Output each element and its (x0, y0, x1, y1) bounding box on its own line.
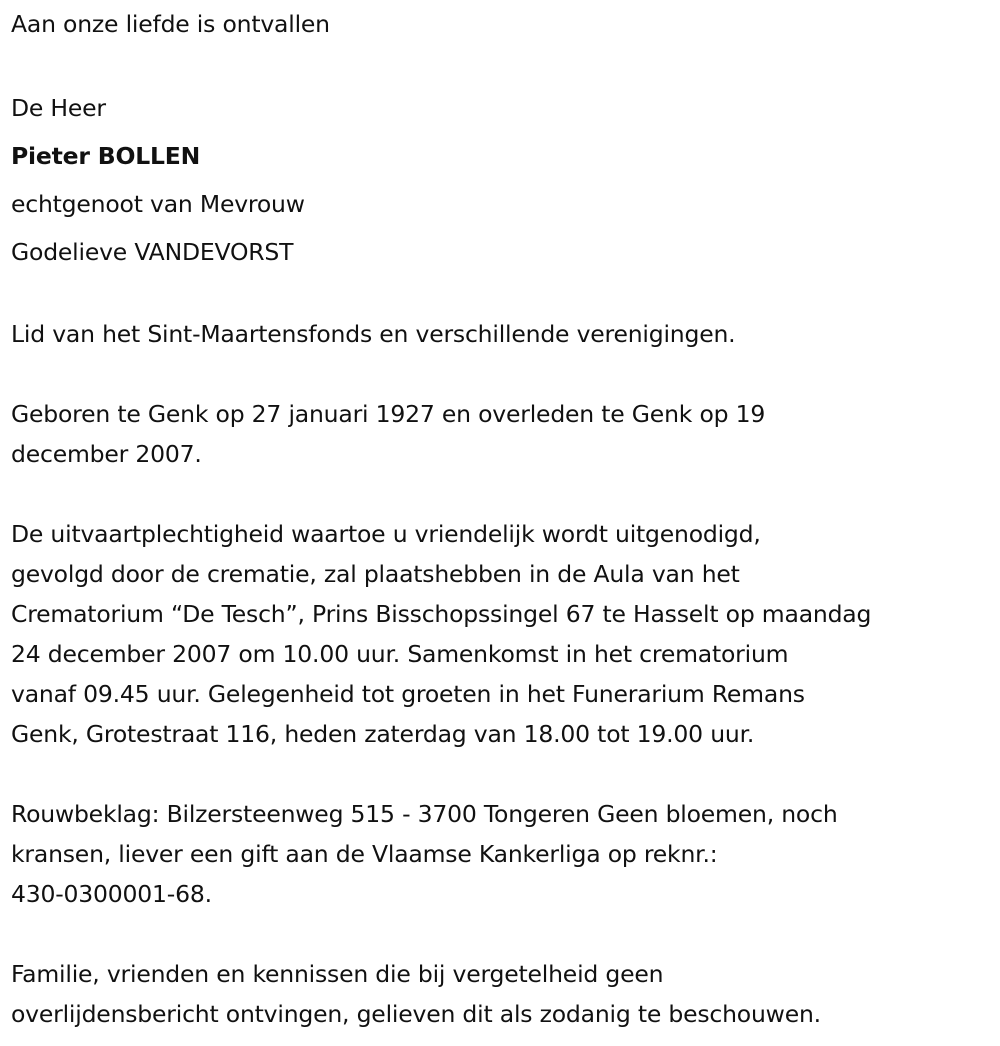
deceased-title: De Heer (11, 94, 106, 122)
heading: Aan onze liefde is ontvallen (11, 10, 330, 38)
paragraph-line: Genk, Grotestraat 116, heden zaterdag van 18.00 tot 19.00 uur. (11, 720, 755, 748)
spouse-name: Godelieve VANDEVORST (11, 238, 294, 266)
paragraph-line: 24 december 2007 om 10.00 uur. Samenkomst in het crematorium (11, 640, 789, 668)
paragraph-line: overlijdensbericht ontvingen, gelieven dit als zodanig te beschouwen. (11, 1000, 821, 1028)
paragraph-line: kransen, liever een gift aan de Vlaamse Kankerliga op reknr.: (11, 840, 718, 868)
paragraph-line: Familie, vrienden en kennissen die bij vergetelheid geen (11, 960, 664, 988)
paragraph-line: gevolgd door de crematie, zal plaatshebben in de Aula van het (11, 560, 740, 588)
paragraph-line: De uitvaartplechtigheid waartoe u vriendelijk wordt uitgenodigd, (11, 520, 761, 548)
membership-text: Lid van het Sint-Maartensfonds en verschillende verenigingen. (11, 320, 736, 348)
spouse-relation: echtgenoot van Mevrouw (11, 190, 305, 218)
paragraph-line: 430-0300001-68. (11, 880, 212, 908)
paragraph-line: Geboren te Genk op 27 januari 1927 en overleden te Genk op 19 (11, 400, 766, 428)
birth-death-paragraph (11, 394, 997, 474)
deceased-name: Pieter BOLLEN (11, 142, 201, 170)
deceased-block (11, 84, 997, 276)
paragraph-line: vanaf 09.45 uur. Gelegenheid tot groeten in het Funerarium Remans (11, 680, 805, 708)
paragraph-line: december 2007. (11, 440, 202, 468)
condolences-paragraph (11, 794, 997, 914)
paragraph-line: Crematorium “De Tesch”, Prins Bisschopssingel 67 te Hasselt op maandag (11, 600, 872, 628)
funeral-paragraph (11, 514, 997, 754)
closing-paragraph (11, 954, 997, 1034)
paragraph-line: Rouwbeklag: Bilzersteenweg 515 - 3700 Tongeren Geen bloemen, noch (11, 800, 838, 828)
obituary-notice (11, 0, 997, 1034)
